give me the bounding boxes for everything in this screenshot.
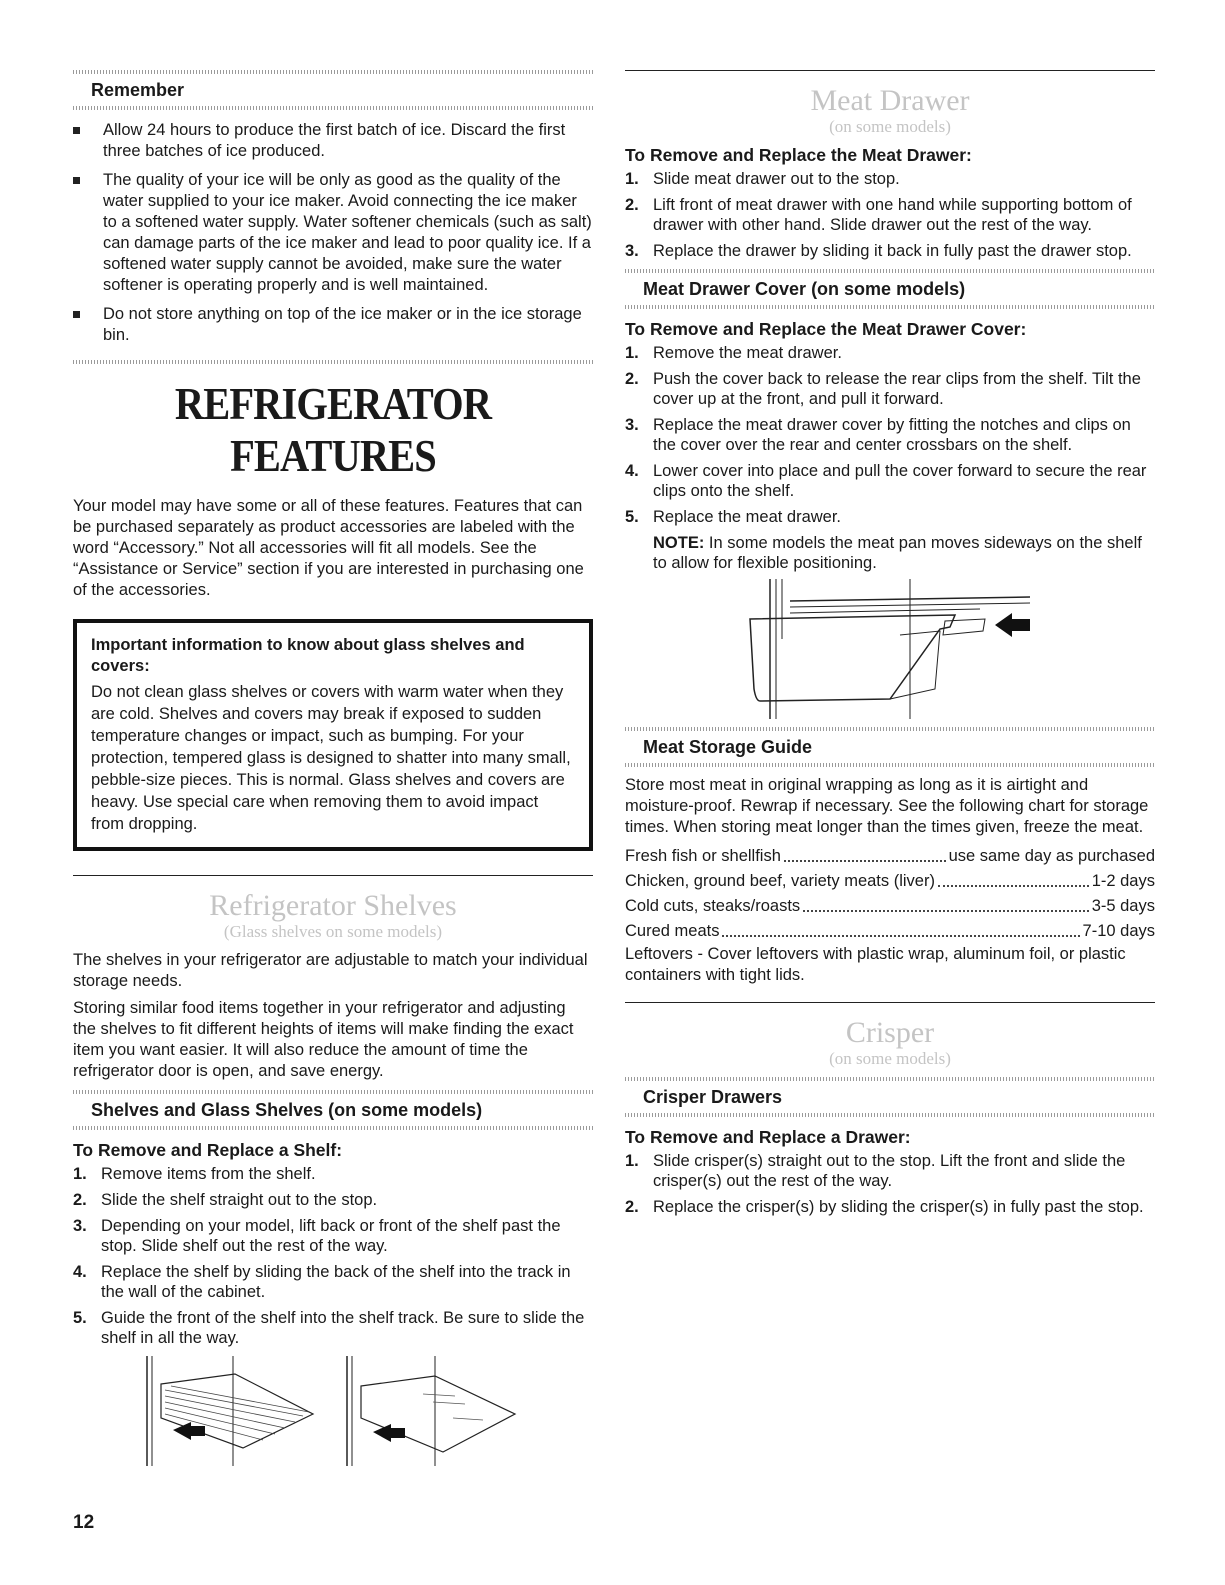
- meat-cover-steps: [625, 343, 1155, 527]
- step-text: Remove items from the shelf.: [101, 1165, 316, 1183]
- meat-storage-table: [625, 844, 1155, 944]
- remember-heading: Remember: [91, 80, 185, 100]
- step-number: 2.: [73, 1191, 87, 1209]
- meat-cover-procedure-heading: To Remove and Replace the Meat Drawer Cover:: [625, 319, 1027, 339]
- meat-drawer-illustration: [740, 579, 1060, 719]
- meat-cover-subheading: Meat Drawer Cover (on some models): [643, 279, 966, 299]
- step-number: 2.: [625, 1198, 639, 1216]
- divider: [73, 875, 593, 876]
- meat-type: Chicken, ground beef, variety meats (liver): [625, 872, 935, 890]
- meat-guide-intro: Store most meat in original wrapping as long as it is airtight and moisture-proof. Rewrap if necessary. See the following chart for storage times. When storing meat longer than the times given, freeze the meat.: [625, 776, 1149, 836]
- glass-warning-box: [73, 619, 593, 851]
- table-row: [625, 869, 1155, 894]
- step-item: [625, 169, 1155, 189]
- meat-drawer-title: Meat Drawer: [810, 84, 970, 117]
- step-item: [625, 461, 1155, 501]
- shelves-subheading: Shelves and Glass Shelves (on some models): [91, 1100, 483, 1120]
- step-item: [625, 1197, 1155, 1217]
- shelves-title: Refrigerator Shelves: [209, 889, 457, 922]
- step-text: Lower cover into place and pull the cover forward to secure the rear clips onto the shelf.: [653, 462, 1147, 500]
- meat-type: Cured meats: [625, 922, 720, 940]
- step-text: Replace the drawer by sliding it back in fully past the drawer stop.: [653, 242, 1132, 260]
- step-number: 4.: [625, 462, 639, 480]
- step-text: Remove the meat drawer.: [653, 344, 842, 362]
- step-number: 1.: [625, 344, 639, 362]
- step-text: Slide crisper(s) straight out to the stop. Lift the front and slide the crisper(s) out the rest of the way.: [653, 1152, 1126, 1190]
- crisper-procedure-heading: To Remove and Replace a Drawer:: [625, 1127, 911, 1147]
- step-item: [73, 1164, 593, 1184]
- divider: [625, 305, 1155, 309]
- meat-type: Cold cuts, steaks/roasts: [625, 897, 801, 915]
- step-item: [625, 195, 1155, 235]
- step-item: [625, 415, 1155, 455]
- meat-guide-subheading: Meat Storage Guide: [643, 737, 813, 757]
- page-number: 12: [73, 1512, 95, 1533]
- divider: [73, 1126, 593, 1130]
- step-item: [625, 369, 1155, 409]
- shelf-procedure-heading: To Remove and Replace a Shelf:: [73, 1140, 343, 1160]
- glass-warning-text: Do not clean glass shelves or covers with warm water when they are cold. Shelves and covers may break if exposed to sudden temperature changes or impact, such as bumping. For your protection, tempered glass is designed to shatter into many small, pebble-size pieces. This is normal. Glass shelves and covers are heavy. Use special care when removing them to avoid impact from dropping.: [91, 683, 571, 833]
- leftovers-text: Leftovers - Cover leftovers with plastic wrap, aluminum foil, or plastic containers with tight lids.: [625, 945, 1126, 984]
- table-row: [625, 844, 1155, 869]
- divider: [625, 70, 1155, 71]
- step-number: 4.: [73, 1263, 87, 1281]
- crisper-title: Crisper: [845, 1016, 935, 1049]
- meat-type: Fresh fish or shellfish: [625, 847, 781, 865]
- step-text: Depending on your model, lift back or front of the shelf past the stop. Slide shelf out the rest of the way.: [101, 1217, 561, 1255]
- step-text: Slide the shelf straight out to the stop.: [101, 1191, 378, 1209]
- step-item: [625, 507, 1155, 527]
- crisper-subtitle: (on some models): [829, 1049, 951, 1068]
- shelves-subtitle: (Glass shelves on some models): [223, 922, 443, 941]
- list-item: Do not store anything on top of the ice maker or in the ice storage bin.: [73, 304, 593, 346]
- step-text: Replace the meat drawer cover by fitting the notches and clips on the cover over the rear and center crossbars on the shelf.: [653, 416, 1131, 454]
- meat-drawer-subtitle: (on some models): [829, 117, 951, 136]
- divider: [73, 106, 593, 110]
- list-item: The quality of your ice will be only as good as the quality of the water supplied to your ice maker. Avoid connecting the ice maker to a softened water supply. Water softener chemicals (such as salt) can damage parts of the ice maker and lead to poor quality ice. If a softened water supply cannot be avoided, make sure the water softener is operating properly and is well maintained.: [73, 170, 593, 296]
- step-number: 3.: [625, 242, 639, 260]
- step-number: 3.: [625, 416, 639, 434]
- storage-time: use same day as purchased: [948, 847, 1155, 865]
- shelf-illustrations: [73, 1356, 593, 1466]
- remember-list: [73, 120, 593, 346]
- glass-shelf-illustration: [343, 1356, 543, 1466]
- glass-warning-heading: Important information to know about glass shelves and covers:: [91, 636, 525, 675]
- list-item: Allow 24 hours to produce the first batch of ice. Discard the first three batches of ice produced.: [73, 120, 593, 162]
- storage-time: 7-10 days: [1082, 922, 1155, 940]
- features-intro: Your model may have some or all of these features. Features that can be purchased separately as product accessories are labeled with the word “Accessory.” Not all accessories will fit all models. See the “Assistance or Service” section if you are interested in purchasing one of the accessories.: [73, 497, 584, 599]
- step-number: 2.: [625, 370, 639, 388]
- step-number: 1.: [625, 1152, 639, 1170]
- divider: [73, 360, 593, 364]
- crisper-subheading: Crisper Drawers: [643, 1087, 783, 1107]
- step-number: 3.: [73, 1217, 87, 1235]
- divider: [625, 763, 1155, 767]
- divider: [73, 70, 593, 74]
- note-text: In some models the meat pan moves sideways on the shelf to allow for flexible positioning.: [653, 534, 1142, 572]
- wire-shelf-illustration: [143, 1356, 323, 1466]
- divider: [625, 1113, 1155, 1117]
- step-item: [625, 1151, 1155, 1191]
- step-number: 1.: [73, 1165, 87, 1183]
- step-text: Lift front of meat drawer with one hand while supporting bottom of drawer with other hand. Slide drawer out the rest of the way.: [653, 196, 1132, 234]
- divider: [625, 269, 1155, 273]
- meat-drawer-procedure-heading: To Remove and Replace the Meat Drawer:: [625, 145, 972, 165]
- meat-drawer-note: [625, 533, 1155, 573]
- right-column: [625, 70, 1155, 1223]
- table-row: [625, 919, 1155, 944]
- step-text: Replace the shelf by sliding the back of the shelf into the track in the wall of the cabinet.: [101, 1263, 571, 1301]
- step-text: Replace the crisper(s) by sliding the crisper(s) in fully past the stop.: [653, 1198, 1144, 1216]
- divider: [625, 1077, 1155, 1081]
- divider: [73, 1090, 593, 1094]
- step-item: [73, 1190, 593, 1210]
- step-text: Push the cover back to release the rear clips from the shelf. Tilt the cover up at the front, and pull it forward.: [653, 370, 1141, 408]
- storage-time: 1-2 days: [1091, 872, 1155, 890]
- note-label: NOTE:: [653, 534, 705, 552]
- table-row: [625, 894, 1155, 919]
- step-text: Slide meat drawer out to the stop.: [653, 170, 900, 188]
- step-item: [625, 241, 1155, 261]
- step-item: [73, 1216, 593, 1256]
- crisper-steps: [625, 1151, 1155, 1217]
- step-text: Guide the front of the shelf into the shelf track. Be sure to slide the shelf in all the way.: [101, 1309, 585, 1347]
- shelf-steps: [73, 1164, 593, 1348]
- step-item: [625, 343, 1155, 363]
- step-text: Replace the meat drawer.: [653, 508, 842, 526]
- step-number: 5.: [625, 508, 639, 526]
- shelves-para-1: The shelves in your refrigerator are adjustable to match your individual storage needs.: [73, 951, 588, 990]
- page-title: REFRIGERATOR FEATURES: [174, 379, 492, 481]
- meat-drawer-steps: [625, 169, 1155, 261]
- left-column: [73, 70, 593, 1466]
- step-number: 2.: [625, 196, 639, 214]
- step-number: 1.: [625, 170, 639, 188]
- storage-time: 3-5 days: [1091, 897, 1155, 915]
- step-item: [73, 1262, 593, 1302]
- shelves-para-2: Storing similar food items together in your refrigerator and adjusting the shelves to fit different heights of items will make finding the exact item you want easier. It will also reduce the amount of time the refrigerator door is open, and save energy.: [73, 999, 574, 1080]
- step-number: 5.: [73, 1309, 87, 1327]
- divider: [625, 1002, 1155, 1003]
- step-item: [73, 1308, 593, 1348]
- divider: [625, 727, 1155, 731]
